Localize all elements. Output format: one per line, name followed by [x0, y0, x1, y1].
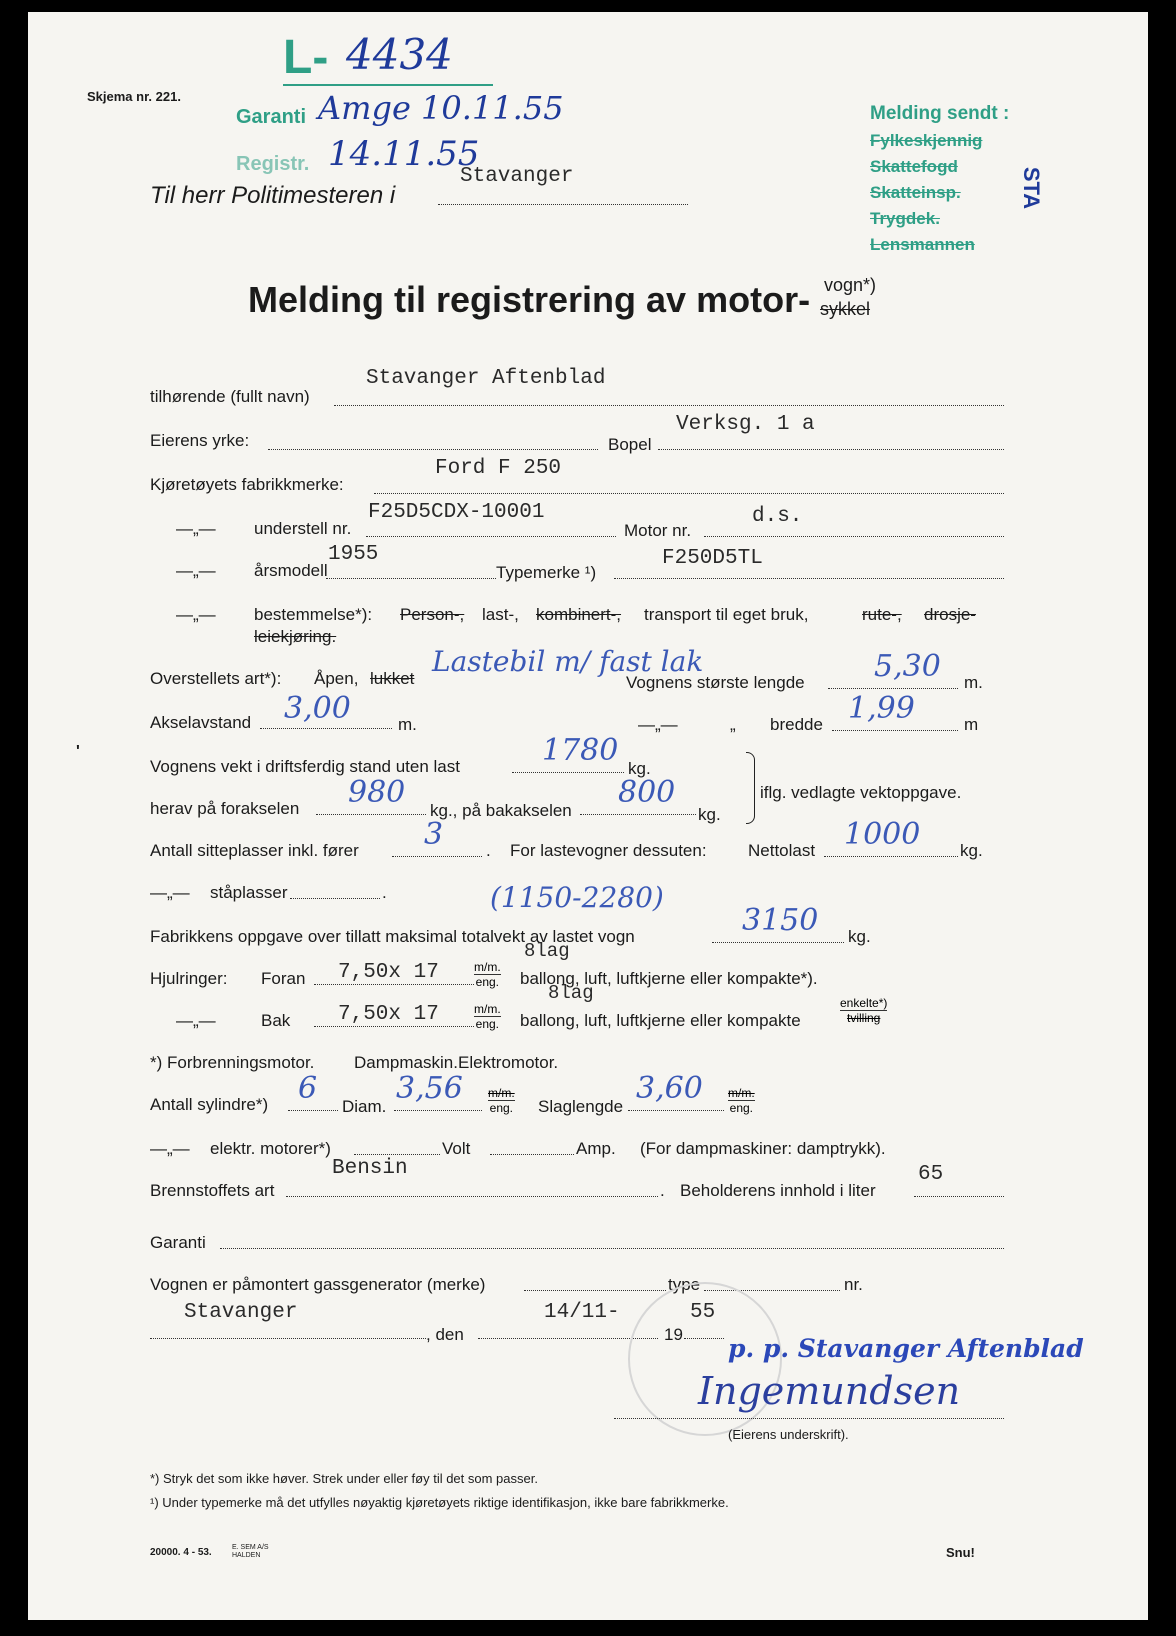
slag-unit: m/m. eng. — [728, 1086, 755, 1115]
bakaksel-unit: kg. — [698, 805, 721, 824]
ditto-mark: —„— — [638, 715, 678, 734]
sitte-value: 3 — [424, 817, 444, 852]
ditto-mark: —„— — [176, 1011, 216, 1030]
sitte-line — [392, 856, 482, 857]
gass-label: Vognen er påmontert gassgenerator (merke) — [150, 1275, 486, 1294]
bestemmelse-leie: leiekjøring. — [254, 627, 337, 646]
understell-value: F25D5CDX-10001 — [368, 501, 545, 524]
garanti-stamp-value: Amge 10.11.55 — [318, 89, 564, 127]
amp-label: Amp. — [576, 1139, 616, 1158]
melding-sendt-item: Skatteinsp. — [870, 183, 961, 202]
bopel-value: Verksg. 1 a — [676, 413, 815, 436]
vekt-line — [512, 772, 624, 773]
lengde-line — [828, 688, 958, 689]
fab-note: (1150-2280) — [490, 881, 664, 914]
bak-ballong: ballong, luft, luftkjerne eller kompakte — [520, 1011, 801, 1030]
foraksel-line — [316, 814, 426, 815]
bredde-value: 1,99 — [848, 691, 915, 726]
netto-unit: kg. — [960, 841, 983, 860]
lengde-unit: m. — [964, 673, 983, 692]
owner-signature: Ingemundsen — [698, 1369, 961, 1413]
form-page — [28, 12, 1148, 1620]
volt-line — [490, 1154, 574, 1155]
registr-stamp-label: Registr. — [236, 153, 310, 175]
sta-line — [290, 898, 380, 899]
ply-foran: 8lag — [524, 940, 570, 962]
elektro-label: Elektromotor. — [458, 1053, 559, 1072]
overstell-lukket: lukket — [370, 669, 415, 688]
recipient-line — [438, 204, 688, 205]
place-value: Stavanger — [184, 1301, 298, 1324]
company-stamp: p. p. Stavanger Aftenblad — [728, 1334, 1084, 1363]
year-value: 55 — [690, 1301, 716, 1324]
lengde-value: 5,30 — [874, 649, 941, 684]
bak-value: 7,50x 17 — [338, 1003, 439, 1026]
turn-over-note: Snu! — [946, 1545, 975, 1560]
bopel-line — [658, 449, 1004, 450]
arsmodell-label: årsmodell — [254, 561, 328, 580]
title-sykkel: sykkel — [820, 299, 871, 319]
owner-value: Stavanger Aftenblad — [366, 367, 606, 390]
recipient-label: Til herr Politimesteren i — [150, 182, 396, 209]
yrke-line — [268, 449, 598, 450]
bakaksel-line — [580, 814, 696, 815]
foran-value: 7,50x 17 — [338, 961, 439, 984]
garanti-stamp-label: Garanti — [236, 106, 307, 128]
foraksel-value: 980 — [348, 775, 406, 810]
vekt-unit: kg. — [628, 759, 651, 778]
fab-unit: kg. — [848, 927, 871, 946]
fab-line — [712, 942, 844, 943]
period: . — [382, 883, 387, 902]
brensel-label: Brennstoffets art — [150, 1181, 275, 1200]
bakaksel-label: kg., på bakakselen — [430, 801, 572, 820]
bestemmelse-person: Person-, — [400, 605, 465, 624]
recipient-value: Stavanger — [460, 165, 574, 188]
bestemmelse-rute: rute-, — [862, 605, 902, 624]
ditto-mark: —„— — [150, 883, 190, 902]
melding-sendt-item: Trygdek. — [870, 209, 940, 228]
diam-label: Diam. — [342, 1097, 387, 1116]
aksel-label: Akselavstand — [150, 713, 252, 732]
signature-line — [614, 1418, 1004, 1419]
quote-mark: „ — [730, 715, 736, 734]
vekt-label: Vognens vekt i driftsferdig stand uten last — [150, 757, 460, 776]
beholder-label: Beholderens innhold i liter — [680, 1181, 876, 1200]
type-label: type — [668, 1275, 701, 1294]
bakaksel-value: 800 — [618, 775, 676, 810]
sylindre-label: Antall sylindre*) — [150, 1095, 269, 1114]
form-number: Skjema nr. 221. — [87, 89, 181, 104]
bak-label: Bak — [261, 1011, 291, 1030]
diam-value: 3,56 — [396, 1071, 463, 1106]
sylindre-line — [288, 1110, 338, 1111]
title-vogn: vogn*) — [824, 275, 877, 295]
bestemmelse-kombinert: kombinert-, — [536, 605, 622, 624]
fabrikk-line — [374, 493, 1004, 494]
understell-line — [366, 536, 616, 537]
place-line — [150, 1338, 426, 1339]
registration-number: 4434 — [346, 30, 453, 79]
nr-label: nr. — [844, 1275, 863, 1294]
diam-unit: m/m. eng. — [488, 1086, 515, 1115]
garanti-line — [220, 1248, 1004, 1249]
damp-label: Dampmaskin. — [354, 1053, 458, 1072]
beholder-line — [914, 1196, 1004, 1197]
fab-label: Fabrikkens oppgave over tillatt maksimal totalvekt av lastet vogn — [150, 927, 635, 946]
hjul-label: Hjulringer: — [150, 969, 228, 988]
sta-stamp: STA — [1019, 166, 1045, 210]
vekt-bracket — [746, 752, 755, 824]
netto-line — [824, 856, 958, 857]
netto-label: Nettolast — [748, 841, 816, 860]
den-label: , den — [426, 1325, 464, 1344]
typemerke-value: F250D5TL — [662, 547, 763, 570]
beholder-value: 65 — [918, 1163, 944, 1186]
year-prefix: 19 — [664, 1325, 683, 1344]
registration-letter: L- — [283, 31, 329, 84]
gass-line — [524, 1290, 666, 1291]
motor-value: d.s. — [752, 505, 803, 528]
arsmodell-value: 1955 — [328, 543, 379, 566]
bak-line — [314, 1026, 474, 1027]
ditto-mark: —„— — [176, 519, 216, 538]
ply-bak: 8lag — [548, 982, 594, 1004]
netto-value: 1000 — [844, 817, 921, 852]
bestemmelse-transport: transport til eget bruk, — [644, 605, 809, 624]
fabrikk-value: Ford F 250 — [435, 457, 562, 480]
fab-value: 3150 — [742, 903, 819, 938]
laste-label: For lastevogner dessuten: — [510, 841, 707, 860]
yrke-label: Eierens yrke: — [150, 431, 250, 450]
bestemmelse-label: bestemmelse*): — [254, 605, 373, 624]
owner-line — [334, 405, 1004, 406]
owner-label: tilhørende (fullt navn) — [150, 387, 310, 406]
sylindre-value: 6 — [298, 1071, 318, 1106]
overstell-label: Overstellets art*): — [150, 669, 282, 688]
slag-line — [628, 1110, 724, 1111]
lengde-label: Vognens største lengde — [626, 673, 805, 692]
aksel-value: 3,00 — [284, 691, 351, 726]
bak-unit: m/m. eng. — [474, 1002, 501, 1031]
garanti-label: Garanti — [150, 1233, 206, 1252]
footnote-2: ¹) Under typemerke må det utfylles nøyaktig kjøretøyets riktige identifikasjon, ikke bare fabrikkmerke. — [150, 1495, 729, 1510]
bestemmelse-last: last-, — [482, 605, 519, 624]
damptrykk-label: (For dampmaskiner: damptrykk). — [640, 1139, 886, 1158]
footnote-1: *) Stryk det som ikke høver. Strek under eller føy til det som passer. — [150, 1471, 538, 1486]
bestemmelse-drosje: drosje- — [924, 605, 976, 624]
melding-sendt-label: Melding sendt : — [870, 103, 1010, 124]
slag-label: Slaglengde — [538, 1097, 624, 1116]
foran-unit: m/m. eng. — [474, 960, 501, 989]
elektr-label: elektr. motorer*) — [210, 1139, 331, 1158]
printer-info: E. SEM A/S HALDEN — [232, 1544, 269, 1559]
arsmodell-line — [326, 578, 496, 579]
understell-label: understell nr. — [254, 519, 352, 538]
sitte-label: Antall sitteplasser inkl. fører — [150, 841, 359, 860]
brensel-line — [286, 1196, 658, 1197]
motor-label: Motor nr. — [624, 521, 692, 540]
foran-line — [314, 984, 474, 985]
elektr-line — [354, 1154, 440, 1155]
sta-label: ståplasser — [210, 883, 288, 902]
bredde-label: bredde — [770, 715, 823, 734]
enkelte-tvilling: enkelte*) tvilling — [840, 996, 888, 1025]
ditto-mark: —„— — [176, 561, 216, 580]
bopel-label: Bopel — [608, 435, 652, 454]
melding-sendt-item: Fylkeskjennig — [870, 131, 983, 150]
typemerke-line — [614, 578, 1004, 579]
motor-line — [704, 536, 1004, 537]
aksel-unit: m. — [398, 715, 417, 734]
print-info: 20000. 4 - 53. — [150, 1547, 212, 1558]
vekt-value: 1780 — [542, 733, 619, 768]
margin-mark: ' — [76, 743, 80, 760]
overstell-value: Lastebil m/ fast lak — [432, 645, 704, 678]
volt-label: Volt — [442, 1139, 471, 1158]
typemerke-label: Typemerke ¹) — [496, 563, 597, 582]
aksel-line — [260, 728, 392, 729]
melding-sendt-item: Lensmannen — [870, 235, 975, 254]
form-title: Melding til registrering av motor- — [248, 279, 811, 320]
bredde-unit: m — [964, 715, 979, 734]
foran-ballong: ballong, luft, luftkjerne eller kompakte*). — [520, 969, 818, 988]
slag-value: 3,60 — [636, 1071, 703, 1106]
herav-label: herav på forakselen — [150, 799, 300, 818]
diam-line — [394, 1110, 482, 1111]
forbrenning-label: *) Forbrenningsmotor. — [150, 1053, 315, 1072]
foran-label: Foran — [261, 969, 306, 988]
registration-underline — [283, 84, 493, 86]
date-value: 14/11- — [544, 1301, 620, 1324]
period: . — [660, 1181, 665, 1200]
overstell-apen: Åpen, — [314, 669, 359, 688]
period: . — [486, 841, 491, 860]
melding-sendt-item: Skattefogd — [870, 157, 958, 176]
registr-stamp-value: 14.11.55 — [328, 134, 480, 174]
signature-label: (Eierens underskrift). — [728, 1427, 849, 1442]
vektoppgave-label: iflg. vedlagte vektoppgave. — [760, 783, 962, 802]
brensel-value: Bensin — [332, 1157, 408, 1180]
fabrikk-label: Kjøretøyets fabrikkmerke: — [150, 475, 344, 494]
ditto-mark: —„— — [150, 1139, 190, 1158]
ditto-mark: —„— — [176, 605, 216, 624]
bredde-line — [832, 730, 958, 731]
